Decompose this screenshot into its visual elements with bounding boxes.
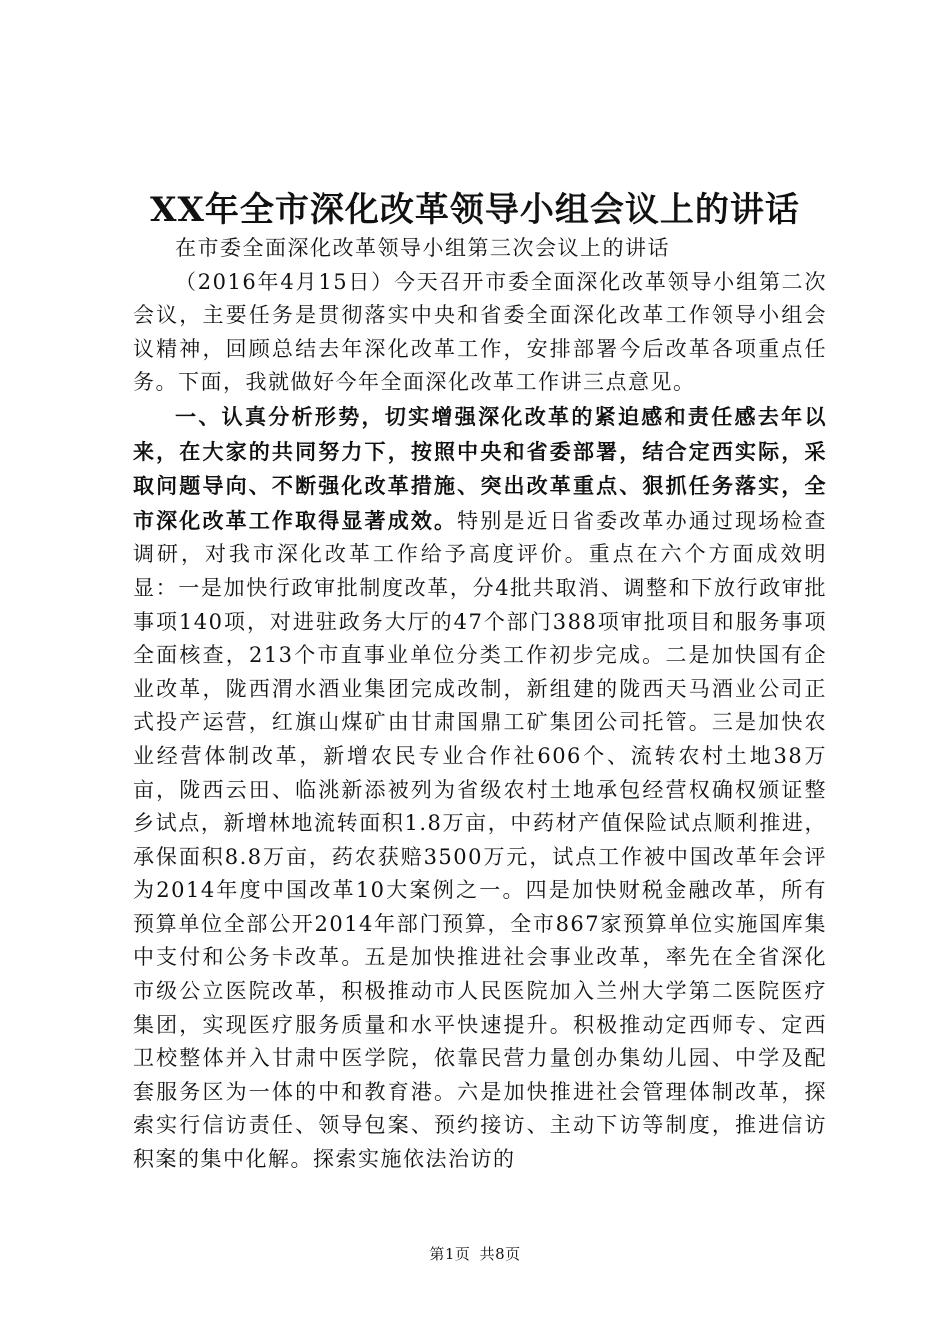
section-1-heading: 一、认真分析形势，切实增强深化改革的紧迫感和责任感去年以来，在大家的共同努力下，按照中央和省委部署，结合定西实际，采取问题导向、不断强化改革措施、突出改革重点、狠抓任务落实，全市深化改革工作取得显著成效。 [133,403,827,533]
page-total: 共8页 [479,1245,521,1263]
subtitle-paragraph: 在市委全面深化改革领导小组第三次会议上的讲话 [175,236,670,260]
page-footer [0,1244,950,1264]
page-number: 第1页 [429,1245,471,1263]
section-1-body: 特别是近日省委改革办通过现场检查调研，对我市深化改革工作给予高度评价。重点在六个方面成效明显：一是加快行政审批制度改革，分4批共取消、调整和下放行政审批事项140项，对进驻政务大厅的47个部门388项审批项目和服务事项全面核查，213个市直事业单位分类工作初步完成。二是加快国有企业改革，陇西渭水酒业集团完成改制，新组建的陇西天马酒业公司正式投产运营，红旗山煤矿由甘肃国鼎工矿集团公司托管。三是加快农业经营体制改革，新增农民专业合作社606个、流转农村土地38万亩，陇西云田、临洮新添被列为省级农村土地承包经营权确权颁证整乡试点，新增林地流转面积1.8万亩，中药材产值保险试点顺利推进，承保面积8.8万亩，药农获赔3500万元，试点工作被中国改革年会评为2014年度中国改革10大案例之一。四是加快财税金融改革，所有预算单位全部公开2014年部门预算，全市867家预算单位实施国库集中支付和公务卡改革。五是加快推进社会事业改革，率先在全省深化市级公立医院改革，积极推动市人民医院加入兰州大学第二医院医疗集团，实现医疗服务质量和水平快速提升。积极推动定西师专、定西卫校整体并入甘肃中医学院，依靠民营力量创办集幼儿园、中学及配套服务区为一体的中和教育港。六是加快推进社会管理体制改革，探索实行信访责任、领导包案、预约接访、主动下访等制度，推进信访积案的集中化解。探索实施依法治访的 [133,508,827,1172]
document-title: XX年全市深化改革领导小组会议上的讲话 [150,190,800,230]
section-1-paragraph [133,400,827,1177]
intro-paragraph: （2016年4月15日）今天召开市委全面深化改革领导小组第二次会议，主要任务是贯彻落实中央和省委全面深化改革工作领导小组会议精神，回顾总结去年深化改革工作，安排部署今后改革各项重点任务。下面，我就做好今年全面深化改革工作讲三点意见。 [133,269,827,395]
document-body [133,232,827,1177]
